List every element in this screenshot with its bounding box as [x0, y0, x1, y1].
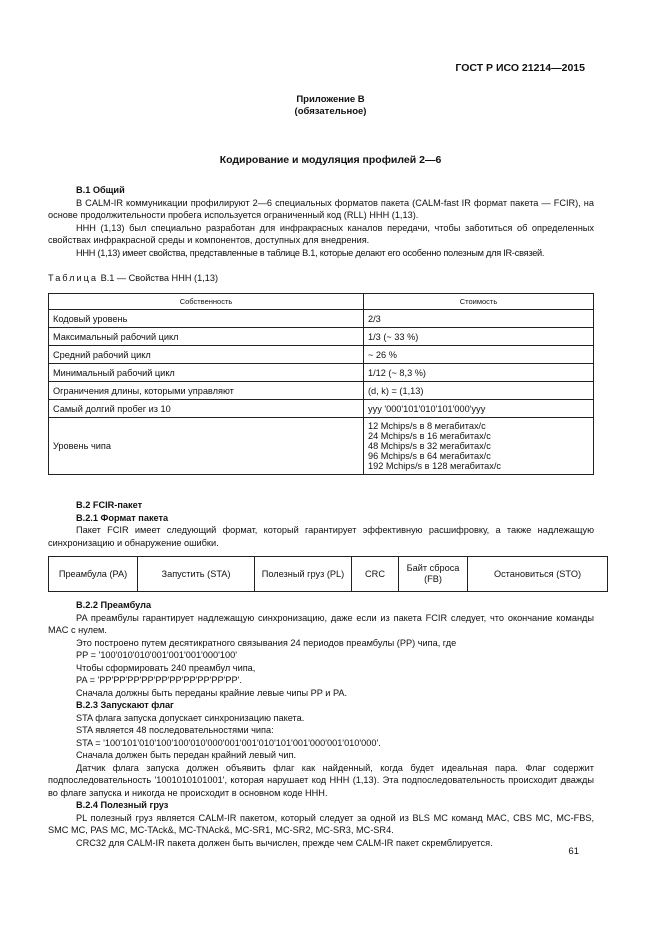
column-header-property: Собственность: [49, 294, 364, 310]
b23-line: STA флага запуска допускает синхронизацию пакета.: [76, 712, 305, 723]
b1-paragraph-2: HHH (1,13) был специально разработан для инфракрасных каналов передачи, чтобы заботиться об определенных свойствах инфракрасной среды и компонентов, доступных для внедрения.: [48, 222, 594, 245]
property-cell: Самый долгий пробег из 10: [49, 400, 364, 418]
value-cell: 2/3: [364, 310, 594, 328]
table1-caption-label: Таблица: [48, 273, 99, 283]
property-cell: Кодовый уровень: [49, 310, 364, 328]
b22-line: PA = 'PP'PP'PP'PP'PP'PP'PP'PP'PP'PP'.: [76, 675, 242, 685]
table-row: [49, 310, 594, 328]
value-cell: (d, k) = (1,13): [364, 382, 594, 400]
table-header-row: [49, 294, 594, 310]
packet-field-start: Запустить (STA): [138, 557, 255, 592]
value-cell: yyy '000'101'010'101'000'yyy: [364, 400, 594, 418]
column-header-value: Стоимость: [364, 294, 594, 310]
section-b2: [48, 499, 594, 549]
section-title: Кодирование и модуляция профилей 2—6: [219, 154, 442, 166]
b23-heading: В.2.3 Запускают флаг: [76, 700, 174, 710]
section-b22-b24: [48, 599, 594, 849]
table-row-chip-level: [49, 418, 594, 475]
appendix-subtitle: (обязательное): [294, 106, 367, 117]
b1-heading: В.1 Общий: [76, 185, 125, 195]
appendix-heading: [0, 94, 661, 118]
packet-format-row: [49, 557, 608, 592]
b22-heading: В.2.2 Преамбула: [76, 600, 152, 610]
value-cell: 1/12 (~ 8,3 %): [364, 364, 594, 382]
table-row: [49, 400, 594, 418]
property-cell: Минимальный рабочий цикл: [49, 364, 364, 382]
chip-rate-line: 24 Mchips/s в 16 мегабитах/с: [368, 431, 491, 441]
page-number: 61: [568, 846, 579, 857]
property-cell: Ограничения длины, которыми управляют: [49, 382, 364, 400]
b23-paragraph: Датчик флага запуска должен объявить флаг как найденный, когда будет идеальная пара. Флаг содержит подпоследовательность '1001010101001', которая нарушает код HHH (1,13). Эта подпоследовательность происходит дважды во флаге запуска и никогда не происходит в основном коде HHH.: [48, 762, 594, 798]
value-cell: ~ 26 %: [364, 346, 594, 364]
appendix-title: Приложение В: [296, 94, 365, 105]
property-cell: Уровень чипа: [49, 418, 364, 475]
b24-paragraph-1: PL полезный груз является CALM-IR пакетом, который следует за одной из BLS MC команд MAC, CBS MC, MC-FBS, SMC MC, PAS MC, MC-TAck&, MC-TNAck&, MC-SR1, MC-SR2, MC-SR3, MC-SR4.: [48, 812, 594, 835]
b21-paragraph: Пакет FCIR имеет следующий формат, который гарантирует эффективную расшифровку, а также надлежащую синхронизацию и обнаружение ошибки.: [48, 525, 594, 548]
b22-line: Это построено путем десятикратного связывания 24 периодов преамбулы (PP) чипа, где: [76, 637, 457, 648]
table1-caption-text: В.1 — Свойства HHH (1,13): [98, 273, 219, 283]
packet-field-preamble: Преамбула (PA): [49, 557, 138, 592]
packet-format-table: [48, 556, 608, 592]
b23-line: STA является 48 последовательностями чипа:: [76, 725, 274, 735]
table-row: [49, 382, 594, 400]
value-cell: [364, 418, 594, 475]
value-cell: 1/3 (~ 33 %): [364, 328, 594, 346]
packet-field-payload: Полезный груз (PL): [255, 557, 352, 592]
chip-rate-line: 192 Mchips/s в 128 мегабитах/с: [368, 461, 502, 471]
b1-paragraph-1: В CALM-IR коммуникации профилируют 2—6 специальных форматов пакета (CALM-fast IR формат пакета — FCIR), на основе продолжительности пробега используется ограниченный код (RLL) HHH (1,13).: [48, 197, 594, 220]
table1-caption: [48, 273, 218, 283]
b22-line: Чтобы сформировать 240 преамбул чипа,: [76, 662, 256, 673]
property-cell: Средний рабочий цикл: [49, 346, 364, 364]
properties-table: [48, 293, 594, 475]
b22-line: Сначала должны быть переданы крайние левые чипы PP и PA.: [76, 687, 348, 698]
packet-field-crc: CRC: [352, 557, 399, 592]
b22-paragraph: PA преамбулы гарантирует надлежащую синхронизацию, даже если из пакета FCIR следует, что окончание команды MAC с нулем.: [48, 612, 594, 635]
chip-rate-line: 48 Mchips/s в 32 мегабитах/с: [368, 441, 491, 451]
table-row: [49, 364, 594, 382]
b23-line: Сначала должен быть передан крайний левый чип.: [76, 750, 297, 760]
chip-rate-line: 96 Mchips/s в 64 мегабитах/с: [368, 451, 491, 461]
b1-paragraph-3: HHH (1,13) имеет свойства, представленные в таблице В.1, которые делают его особенно полезным для IR-связей.: [76, 247, 545, 258]
b2-heading: В.2 FCIR-пакет: [76, 500, 143, 510]
section-b1: [48, 184, 594, 259]
table-row: [49, 346, 594, 364]
b24-paragraph-2: CRC32 для CALM-IR пакета должен быть вычислен, прежде чем CALM-IR пакет скремблируется.: [76, 837, 493, 848]
table-row: [49, 328, 594, 346]
b23-line: STA = '100'101'010'100'100'010'000'001'001'010'101'001'000'001'010'000'.: [76, 737, 381, 748]
packet-field-flush-byte: Байт сброса (FB): [399, 557, 468, 592]
b21-heading: В.2.1 Формат пакета: [76, 512, 169, 523]
packet-field-stop: Остановиться (STO): [468, 557, 608, 592]
standard-header: ГОСТ Р ИСО 21214—2015: [455, 62, 585, 74]
property-cell: Максимальный рабочий цикл: [49, 328, 364, 346]
b22-line: PP = '100'010'010'001'001'001'000'100': [76, 650, 237, 660]
b24-heading: В.2.4 Полезный груз: [76, 800, 169, 810]
chip-rate-line: 12 Mchips/s в 8 мегабитах/с: [368, 421, 486, 431]
